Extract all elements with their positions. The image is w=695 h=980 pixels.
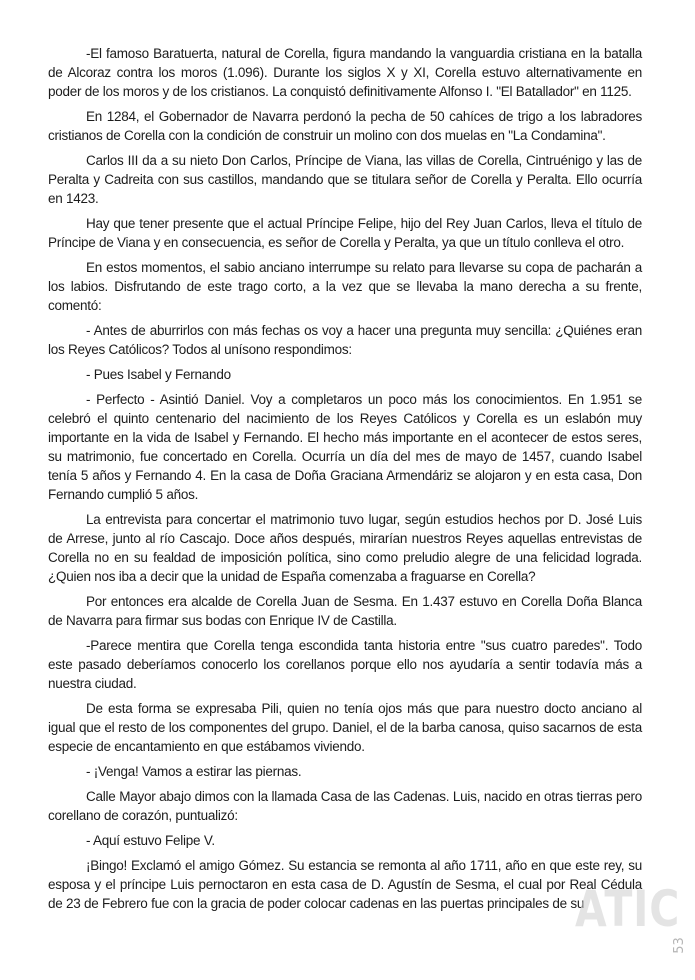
paragraph: - Aquí estuvo Felipe V.: [86, 833, 215, 848]
paragraph: - Perfecto - Asintió Daniel. Voy a completaros un poco más los conocimientos. En 1.951 se celebró el quinto centenario del nacimiento de los Reyes Católicos y Corella es un eslabón muy importante en la vida de Isabel y Fernando. El hecho más importante en el acontecer de estos seres, su matrimonio, fue concertado en Corella. Ocurría un día del mes de mayo de 1457, cuando Isabel tenía 5 años y Fernando 4. En la casa de Doña Graciana Armendáriz se alojaron y en esta casa, Don Fernando cumplió 5 años.: [48, 392, 642, 502]
paragraph: En 1284, el Gobernador de Navarra perdonó la pecha de 50 cahíces de trigo a los labradores cristianos de Corella con la condición de construir un molino con dos muelas en "La Condamina".: [48, 109, 642, 143]
page-number: 53: [671, 937, 687, 954]
paragraph: - ¡Venga! Vamos a estirar las piernas.: [86, 764, 302, 779]
paragraph: Carlos III da a su nieto Don Carlos, Príncipe de Viana, las villas de Corella, Cintruénigo y las de Peralta y Cadreita con sus castillos, mandando que se titulara señor de Corella y Peralta. Ello ocurría en 1423.: [48, 153, 642, 206]
paragraph: - Antes de aburrirlos con más fechas os voy a hacer una pregunta muy sencilla: ¿Quiénes eran los Reyes Católicos? Todos al unísono respondimos:: [48, 323, 642, 357]
paragraph: Calle Mayor abajo dimos con la llamada Casa de las Cadenas. Luis, nacido en otras tierras pero corellano de corazón, puntualizó:: [48, 789, 642, 823]
paragraph: ¡Bingo! Exclamó el amigo Gómez. Su estancia se remonta al año 1711, año en que este rey, su esposa y el príncipe Luis pernoctaron en esta casa de D. Agustín de Sesma, el cual por Real Cédula de 23 de Febrero fue con la gracia de poder colocar cadenas en las puertas principales de su: [48, 858, 642, 911]
paragraph: -El famoso Baratuerta, natural de Corella, figura mandando la vanguardia cristiana en la batalla de Alcoraz contra los moros (1.096). Durante los siglos X y XI, Corella estuvo alternativamente en poder de los moros y de los cristianos. La conquistó definitivamente Alfonso I. "El Batallador" en 1125.: [48, 46, 642, 99]
paragraph: La entrevista para concertar el matrimonio tuvo lugar, según estudios hechos por D. José Luis de Arrese, junto al río Cascajo. Doce años después, mirarían nuestros Reyes aquellas entrevistas de Corella no en su fealdad de imposición política, sino como preludio alegre de una felicidad lograda. ¿Quien nos iba a decir que la unidad de España comenzaba a fraguarse en Corella?: [48, 512, 642, 584]
paragraph: Por entonces era alcalde de Corella Juan de Sesma. En 1.437 estuvo en Corella Doña Blanca de Navarra para firmar sus bodas con Enrique IV de Castilla.: [48, 594, 642, 628]
paragraph: -Parece mentira que Corella tenga escondida tanta historia entre "sus cuatro paredes". Todo este pasado deberíamos conocerlo los corellanos porque ello nos ayudaría a sentir todavía más a nuestra ciudad.: [48, 638, 642, 691]
paragraph: - Pues Isabel y Fernando: [86, 367, 231, 382]
paragraph: Hay que tener presente que el actual Príncipe Felipe, hijo del Rey Juan Carlos, lleva el título de Príncipe de Viana y en consecuencia, es señor de Corella y Peralta, ya que un título conlleva el otro.: [48, 216, 642, 250]
paragraph: De esta forma se expresaba Pili, quien no tenía ojos más que para nuestro docto anciano al igual que el resto de los componentes del grupo. Daniel, el de la barba canosa, quiso sacarnos de esta especie de encantamiento en que estábamos viviendo.: [48, 701, 642, 754]
watermark-logo: ATIC: [575, 880, 681, 938]
page-body: [48, 44, 642, 919]
paragraph: En estos momentos, el sabio anciano interrumpe su relato para llevarse su copa de pacharán a los labios. Disfrutando de este trago corto, a la vez que se llevaba la mano derecha a su frente, comentó:: [48, 260, 642, 313]
